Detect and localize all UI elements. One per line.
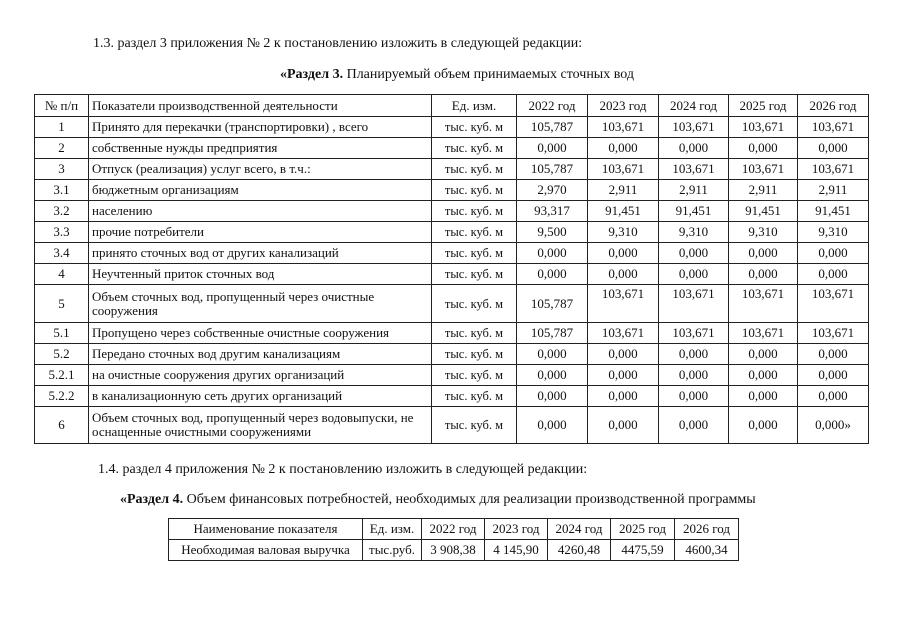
value-2025: 4475,59 [611, 540, 675, 561]
value-2024: 0,000 [659, 264, 729, 285]
value-2023: 91,451 [588, 201, 659, 222]
value-2024: 0,000 [659, 243, 729, 264]
table-row [35, 323, 869, 344]
row-name: Передано сточных вод другим канализациям [89, 344, 432, 365]
row-unit: тыс. куб. м [432, 201, 517, 222]
financial-needs-table [168, 518, 739, 561]
row-unit: тыс.руб. [363, 540, 422, 561]
value-2024: 2,911 [659, 180, 729, 201]
table-header-row [35, 95, 869, 117]
row-num: 3.4 [35, 243, 89, 264]
value-2026: 91,451 [798, 201, 869, 222]
value-2026: 4600,34 [675, 540, 739, 561]
row-name: прочие потребители [89, 222, 432, 243]
value-2025: 103,671 [729, 159, 798, 180]
value-2023: 0,000 [588, 407, 659, 444]
row-unit: тыс. куб. м [432, 243, 517, 264]
header-2023: 2023 год [588, 95, 659, 117]
value-2023: 0,000 [588, 264, 659, 285]
value-2023: 4 145,90 [485, 540, 548, 561]
value-2023: 0,000 [588, 386, 659, 407]
value-2022: 0,000 [517, 365, 588, 386]
value-2023: 0,000 [588, 344, 659, 365]
value-2024: 4260,48 [548, 540, 611, 561]
value-2025: 0,000 [729, 264, 798, 285]
value-2025: 0,000 [729, 386, 798, 407]
row-unit: тыс. куб. м [432, 365, 517, 386]
table-row [35, 159, 869, 180]
value-2022: 0,000 [517, 344, 588, 365]
value-2026: 103,671 [798, 285, 869, 323]
table-row [35, 243, 869, 264]
value-2022: 105,787 [517, 285, 588, 323]
value-2024: 0,000 [659, 365, 729, 386]
row-name: бюджетным организациям [89, 180, 432, 201]
row-unit: тыс. куб. м [432, 344, 517, 365]
row-name: Объем сточных вод, пропущенный через водовыпуски, не оснащенные очистными сооружениями [89, 407, 432, 444]
row-name: на очистные сооружения других организаций [89, 365, 432, 386]
value-2026: 0,000 [798, 365, 869, 386]
value-2022: 0,000 [517, 243, 588, 264]
row-num: 3.2 [35, 201, 89, 222]
section-4-prefix: «Раздел 4. [120, 492, 184, 507]
header-unit: Ед. изм. [432, 95, 517, 117]
row-unit: тыс. куб. м [432, 180, 517, 201]
value-2024: 91,451 [659, 201, 729, 222]
header-num: № п/п [35, 95, 89, 117]
table-row [35, 407, 869, 444]
value-2024: 103,671 [659, 117, 729, 138]
row-name: Принято для перекачки (транспортировки) , всего [89, 117, 432, 138]
value-2023: 0,000 [588, 243, 659, 264]
row-num: 5.2 [35, 344, 89, 365]
row-num: 5 [35, 285, 89, 323]
value-2022: 0,000 [517, 264, 588, 285]
intro-paragraph-1-3: 1.3. раздел 3 приложения № 2 к постановлению изложить в следующей редакции: [93, 36, 583, 51]
value-2024: 0,000 [659, 138, 729, 159]
value-2026: 0,000 [798, 138, 869, 159]
section-4-heading [120, 492, 756, 508]
header-indicator-name: Наименование показателя [169, 519, 363, 540]
value-2022: 3 908,38 [422, 540, 485, 561]
row-name: принято сточных вод от других канализаций [89, 243, 432, 264]
table-row [169, 540, 739, 561]
row-unit: тыс. куб. м [432, 407, 517, 444]
value-2022: 93,317 [517, 201, 588, 222]
header-2025: 2025 год [729, 95, 798, 117]
value-2022: 2,970 [517, 180, 588, 201]
value-2025: 91,451 [729, 201, 798, 222]
wastewater-volume-table [34, 94, 869, 444]
row-name: Пропущено через собственные очистные сооружения [89, 323, 432, 344]
row-num: 2 [35, 138, 89, 159]
row-num: 3 [35, 159, 89, 180]
table-row [35, 138, 869, 159]
intro-paragraph-1-4: 1.4. раздел 4 приложения № 2 к постановлению изложить в следующей редакции: [98, 462, 588, 477]
table-row [35, 285, 869, 323]
header-2022: 2022 год [422, 519, 485, 540]
value-2025: 0,000 [729, 138, 798, 159]
value-2022: 0,000 [517, 386, 588, 407]
row-name: в канализационную сеть других организаций [89, 386, 432, 407]
value-2024: 103,671 [659, 323, 729, 344]
row-num: 5.2.1 [35, 365, 89, 386]
row-num: 3.1 [35, 180, 89, 201]
value-2026: 0,000 [798, 386, 869, 407]
row-num: 3.3 [35, 222, 89, 243]
value-2023: 103,671 [588, 323, 659, 344]
row-unit: тыс. куб. м [432, 138, 517, 159]
row-unit: тыс. куб. м [432, 285, 517, 323]
value-2025: 0,000 [729, 407, 798, 444]
value-2024: 0,000 [659, 386, 729, 407]
header-2026: 2026 год [798, 95, 869, 117]
header-2024: 2024 год [548, 519, 611, 540]
row-num: 5.1 [35, 323, 89, 344]
value-2022: 0,000 [517, 407, 588, 444]
row-unit: тыс. куб. м [432, 222, 517, 243]
header-2024: 2024 год [659, 95, 729, 117]
value-2022: 0,000 [517, 138, 588, 159]
row-num: 1 [35, 117, 89, 138]
row-unit: тыс. куб. м [432, 323, 517, 344]
row-name: Отпуск (реализация) услуг всего, в т.ч.: [89, 159, 432, 180]
header-2023: 2023 год [485, 519, 548, 540]
value-2023: 103,671 [588, 285, 659, 323]
header-2025: 2025 год [611, 519, 675, 540]
section-3-prefix: «Раздел 3. [280, 67, 344, 82]
value-2022: 105,787 [517, 117, 588, 138]
value-2025: 0,000 [729, 365, 798, 386]
value-2026: 0,000» [798, 407, 869, 444]
value-2025: 103,671 [729, 323, 798, 344]
section-4-title: Объем финансовых потребностей, необходимых для реализации производственной программы [183, 492, 756, 507]
value-2024: 0,000 [659, 344, 729, 365]
table-row [35, 201, 869, 222]
value-2023: 103,671 [588, 159, 659, 180]
table-row [35, 222, 869, 243]
header-unit: Ед. изм. [363, 519, 422, 540]
value-2026: 0,000 [798, 243, 869, 264]
row-name: Объем сточных вод, пропущенный через очистные сооружения [89, 285, 432, 323]
row-name: собственные нужды предприятия [89, 138, 432, 159]
value-2022: 9,500 [517, 222, 588, 243]
value-2023: 103,671 [588, 117, 659, 138]
value-2024: 103,671 [659, 159, 729, 180]
value-2025: 0,000 [729, 344, 798, 365]
row-num: 6 [35, 407, 89, 444]
value-2025: 9,310 [729, 222, 798, 243]
row-num: 5.2.2 [35, 386, 89, 407]
value-2024: 0,000 [659, 407, 729, 444]
value-2022: 105,787 [517, 159, 588, 180]
value-2023: 2,911 [588, 180, 659, 201]
table-row [35, 117, 869, 138]
value-2026: 103,671 [798, 159, 869, 180]
value-2024: 9,310 [659, 222, 729, 243]
value-2023: 0,000 [588, 365, 659, 386]
value-2023: 9,310 [588, 222, 659, 243]
row-name: населению [89, 201, 432, 222]
table-row [35, 180, 869, 201]
table-row [35, 344, 869, 365]
header-indicator: Показатели производственной деятельности [89, 95, 432, 117]
table-row [35, 365, 869, 386]
value-2026: 103,671 [798, 323, 869, 344]
row-unit: тыс. куб. м [432, 386, 517, 407]
row-unit: тыс. куб. м [432, 117, 517, 138]
value-2023: 0,000 [588, 138, 659, 159]
value-2026: 2,911 [798, 180, 869, 201]
section-3-title: Планируемый объем принимаемых сточных вод [343, 67, 634, 82]
table-header-row [169, 519, 739, 540]
row-name: Необходимая валовая выручка [169, 540, 363, 561]
value-2026: 103,671 [798, 117, 869, 138]
header-2022: 2022 год [517, 95, 588, 117]
header-2026: 2026 год [675, 519, 739, 540]
value-2022: 105,787 [517, 323, 588, 344]
value-2026: 0,000 [798, 264, 869, 285]
row-num: 4 [35, 264, 89, 285]
value-2025: 103,671 [729, 117, 798, 138]
table-row [35, 264, 869, 285]
row-unit: тыс. куб. м [432, 159, 517, 180]
value-2026: 0,000 [798, 344, 869, 365]
value-2025: 103,671 [729, 285, 798, 323]
section-3-heading [280, 67, 634, 83]
value-2024: 103,671 [659, 285, 729, 323]
row-unit: тыс. куб. м [432, 264, 517, 285]
row-name: Неучтенный приток сточных вод [89, 264, 432, 285]
table-row [35, 386, 869, 407]
value-2025: 0,000 [729, 243, 798, 264]
value-2025: 2,911 [729, 180, 798, 201]
value-2026: 9,310 [798, 222, 869, 243]
